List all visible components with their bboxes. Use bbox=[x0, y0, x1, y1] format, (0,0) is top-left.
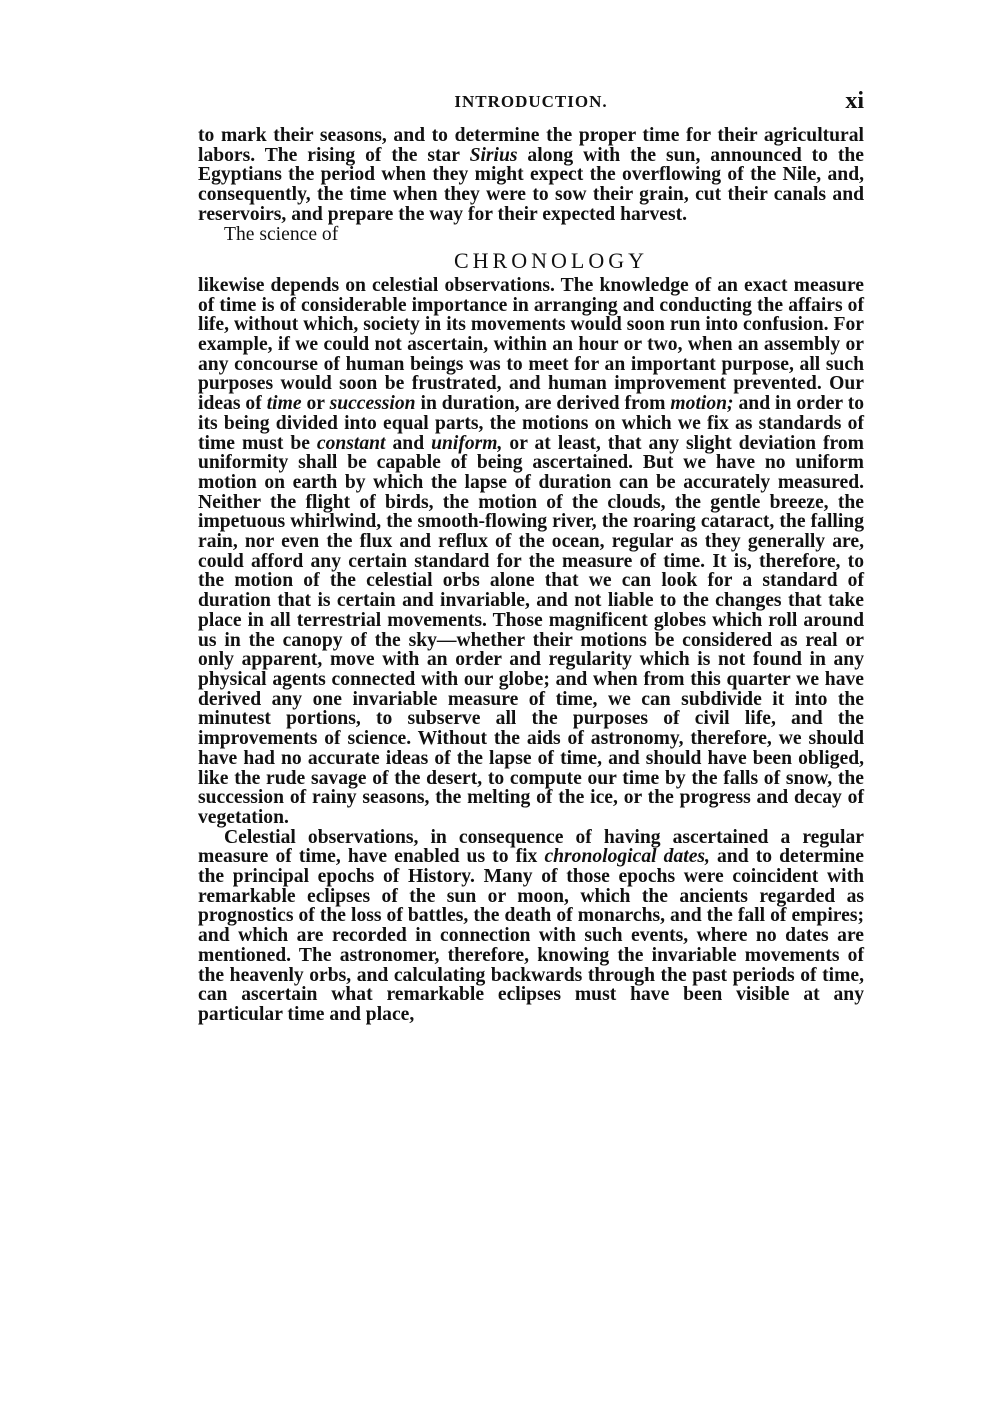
paragraph-seasons-tail: along with the sun, announced to the Egyptians the period when they might expect the overflowing of the Nile, and, consequently, the time when they were to sow their grain, cut their canals and reservoirs, and prepare the way for their expected harvest. bbox=[198, 144, 864, 225]
paragraph-seasons-lead: to mark their seasons, and to determine the proper time for their agricultural labors. The rising of the star bbox=[198, 125, 864, 166]
emphasis-chronological-dates: chronological dates, bbox=[544, 846, 710, 868]
paragraph-science-intro: The science of bbox=[224, 223, 339, 245]
emphasis-motion: motion; bbox=[670, 393, 734, 415]
section-heading: CHRONOLOGY bbox=[454, 248, 648, 274]
paragraph-celestial-observations bbox=[198, 828, 864, 1025]
running-head bbox=[198, 88, 864, 126]
chronology-text-a: likewise depends on celestial observations. The knowledge of an exact measure of time is of considerable importance in arranging and conducting the affairs of life, without which, society in its movements would soon run into confusion. For example, if we could not ascertain, within an hour or two, when an assembly or any concourse of human beings was to meet for an important purpose, all such purposes would soon be frustrated, and human improvement prevented. Our ideas of bbox=[198, 274, 864, 415]
paragraph-seasons bbox=[198, 126, 864, 225]
book-page bbox=[198, 88, 865, 1025]
emphasis-time: time bbox=[266, 393, 302, 415]
page-number: xi bbox=[845, 88, 864, 114]
chronology-text-e: and bbox=[385, 432, 432, 454]
chronology-text-d: and in order to its being divided into equal parts, the motions on which we fix as standards of time must be bbox=[198, 393, 865, 454]
emphasis-succession: succession bbox=[329, 393, 416, 415]
celestial-text-a: Celestial observations, in consequence of having ascertained a regular measure of time, have enabled us to fix bbox=[198, 826, 864, 868]
chronology-text-f: or at least, that any slight deviation from uniformity shall be capable of being ascertained. But we have no uniform motion on earth by which the lapse of duration can be accurately measured. Neither the flight of birds, the motion of the clouds, the gentle breeze, the impetuous whirlwind, the smooth-flowing river, the roaring cataract, the falling rain, nor even the flux and reflux of the ocean, regular as they generally are, could afford any certain standard for the measure of time. It is, therefore, to the motion of the celestial orbs alone that we can look for a standard of duration that is certain and invariable, and not liable to the changes that take place in all terrestrial movements. Those magnificent globes which roll around us in the canopy of the sky—whether their motions be considered as real or only apparent, move with an order and regularity which is not found in any physical agents connected with our globe; and when from this quarter we have derived any one invariable measure of time, we can subdivide it into the minutest portions, to subserve all the purposes of civil life, and the improvements of science. Without the aids of astronomy, therefore, we should have had no accurate ideas of the lapse of time, and should have been obliged, like the rude savage of the desert, to compute our time by the falls of snow, the succession of rainy seasons, the melting of the ice, or the progress and decay of vegetation. bbox=[198, 432, 864, 828]
emphasis-constant: constant bbox=[316, 432, 386, 454]
chronology-text-c: in duration, are derived from bbox=[415, 393, 671, 415]
emphasis-sirius: Sirius bbox=[469, 144, 518, 166]
paragraph-chronology bbox=[198, 276, 864, 828]
running-title: INTRODUCTION. bbox=[454, 92, 608, 111]
chronology-text-b: or bbox=[301, 393, 330, 415]
body-text bbox=[198, 126, 864, 1025]
celestial-text-b: and to determine the principal epochs of History. Many of those epochs were coincident with remarkable eclipses of the sun or moon, which the ancients regarded as prognostics of the loss of battles, the death of monarchs, and the fall of empires; and which are recorded in connection with such events, where no dates are mentioned. The astronomer, therefore, knowing the invariable movements of the heavenly orbs, and calculating backwards through the past periods of time, can ascertain what remarkable eclipses must have been visible at any particular time and place, bbox=[198, 846, 864, 1025]
emphasis-uniform: uniform, bbox=[431, 432, 503, 454]
